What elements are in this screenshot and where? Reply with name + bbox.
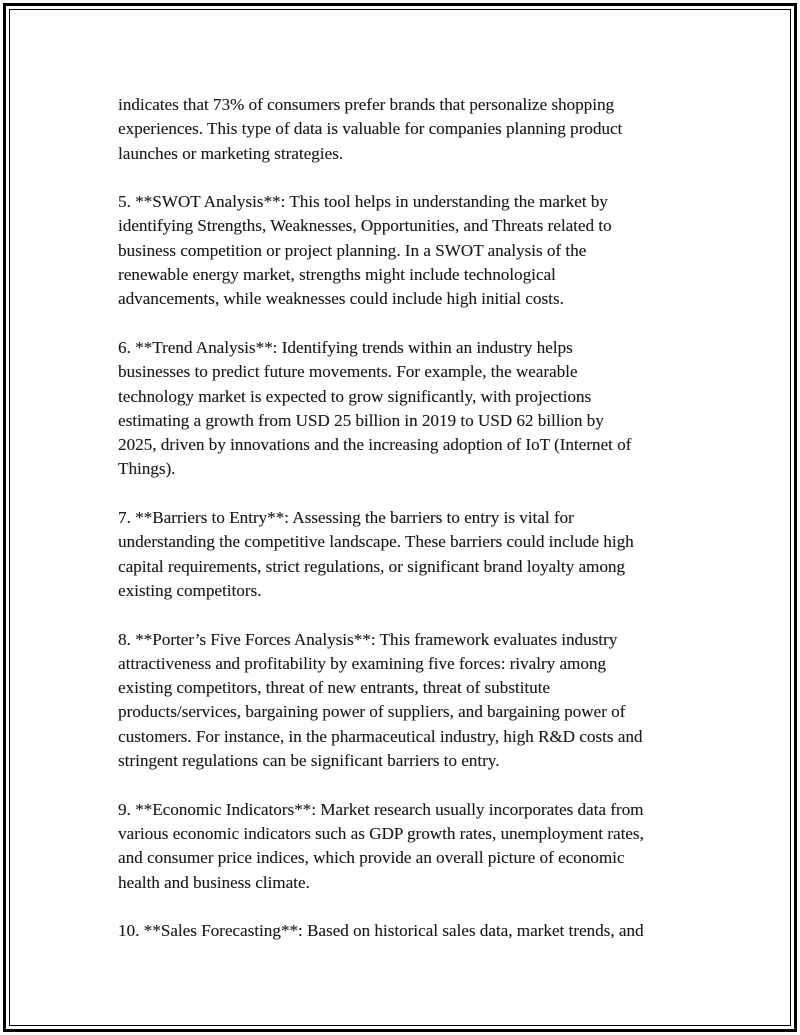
text-line: advancements, while weaknesses could include high initial costs. xyxy=(118,289,564,309)
document-body xyxy=(118,93,693,968)
text-line: existing competitors, threat of new entrants, threat of substitute xyxy=(118,678,550,698)
text-line: indicates that 73% of consumers prefer brands that personalize shopping xyxy=(118,95,615,114)
text-line: stringent regulations can be significant barriers to entry. xyxy=(118,751,500,771)
text-line: products/services, bargaining power of suppliers, and bargaining power of xyxy=(118,702,626,722)
paragraph-trend-analysis xyxy=(118,336,693,482)
text-line: various economic indicators such as GDP growth rates, unemployment rates, xyxy=(118,823,644,843)
text-line: existing competitors. xyxy=(118,580,262,600)
text-line: and consumer price indices, which provide an overall picture of economic xyxy=(118,848,625,868)
text-line: attractiveness and profitability by examining five forces: rivalry among xyxy=(118,653,606,673)
text-line: 5. **SWOT Analysis**: This tool helps in understanding the market by xyxy=(118,192,608,212)
text-line: 10. **Sales Forecasting**: Based on historical sales data, market trends, and xyxy=(118,921,644,941)
text-line: understanding the competitive landscape. These barriers could include high xyxy=(118,532,634,552)
text-line: 6. **Trend Analysis**: Identifying trends within an industry helps xyxy=(118,337,573,357)
text-line: Things). xyxy=(118,459,176,479)
paragraph-sales-forecasting xyxy=(118,919,693,943)
paragraph-personalization-data xyxy=(118,93,693,166)
text-line: identifying Strengths, Weaknesses, Opportunities, and Threats related to xyxy=(118,216,612,236)
text-line: 7. **Barriers to Entry**: Assessing the barriers to entry is vital for xyxy=(118,508,574,528)
text-line: renewable energy market, strengths might include technological xyxy=(118,265,556,285)
text-line: experiences. This type of data is valuable for companies planning product xyxy=(118,119,623,139)
text-line: business competition or project planning. In a SWOT analysis of the xyxy=(118,240,587,260)
text-line: technology market is expected to grow significantly, with projections xyxy=(118,386,592,406)
paragraph-economic-indicators xyxy=(118,798,693,895)
text-line: 2025, driven by innovations and the increasing adoption of IoT (Internet of xyxy=(118,435,632,455)
text-line: capital requirements, strict regulations, or significant brand loyalty among xyxy=(118,556,625,576)
text-line: health and business climate. xyxy=(118,872,310,892)
text-line: customers. For instance, in the pharmaceutical industry, high R&D costs and xyxy=(118,726,643,746)
text-line: estimating a growth from USD 25 billion in 2019 to USD 62 billion by xyxy=(118,410,604,430)
text-line: 8. **Porter’s Five Forces Analysis**: This framework evaluates industry xyxy=(118,629,618,649)
paragraph-porters-five-forces xyxy=(118,628,693,774)
text-line: businesses to predict future movements. For example, the wearable xyxy=(118,362,578,382)
paragraph-barriers-to-entry xyxy=(118,506,693,603)
text-line: launches or marketing strategies. xyxy=(118,143,343,163)
paragraph-swot-analysis xyxy=(118,190,693,311)
text-line: 9. **Economic Indicators**: Market research usually incorporates data from xyxy=(118,799,644,819)
